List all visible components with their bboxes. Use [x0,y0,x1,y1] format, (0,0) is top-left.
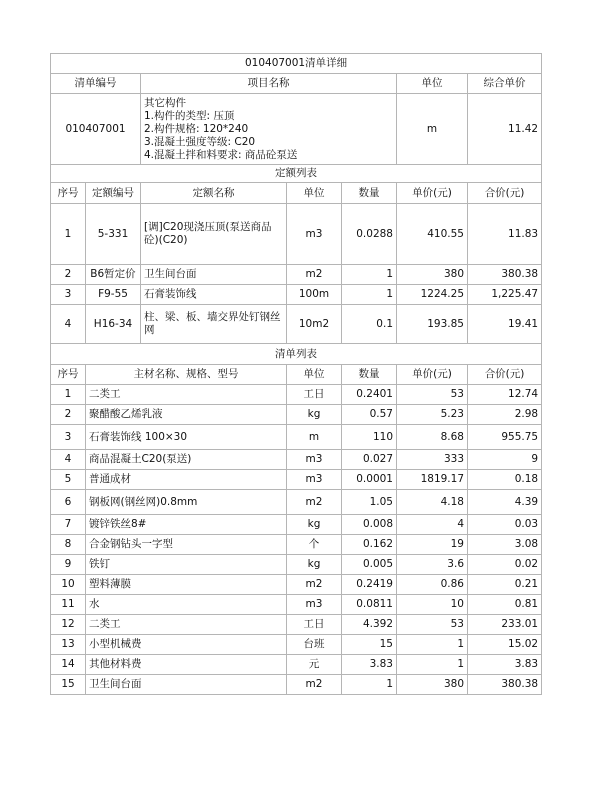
material-price: 1 [397,635,468,655]
material-total: 0.03 [468,515,542,535]
quota-price: 1224.25 [397,285,468,305]
quota-total: 19.41 [468,305,542,344]
material-seq: 7 [51,515,86,535]
material-unit: m2 [287,490,342,515]
material-name: 小型机械费 [86,635,287,655]
material-row [51,635,542,655]
material-unit: kg [287,405,342,425]
material-name: 合金钢钻头一字型 [86,535,287,555]
material-unit: 元 [287,655,342,675]
material-total: 955.75 [468,425,542,450]
item-desc-line: 4.混凝土拌和料要求: 商品砼泵送 [144,148,298,161]
material-header-unit: 单位 [287,365,342,385]
material-seq: 3 [51,425,86,450]
material-row [51,405,542,425]
material-price: 380 [397,675,468,695]
material-name: 钢板网(钢丝网)0.8mm [86,490,287,515]
material-header-total: 合价(元) [468,365,542,385]
material-header-seq: 序号 [51,365,86,385]
quota-unit: m3 [287,204,342,265]
quota-price: 380 [397,265,468,285]
quota-total: 380.38 [468,265,542,285]
material-row [51,595,542,615]
material-qty: 1.05 [342,490,397,515]
item-desc-line: 其它构件 [144,96,186,109]
material-name: 镀锌铁丝8# [86,515,287,535]
material-seq: 10 [51,575,86,595]
quota-section-title: 定额列表 [51,165,542,183]
material-unit: m2 [287,675,342,695]
material-qty: 0.2419 [342,575,397,595]
quota-header-qty: 数量 [342,183,397,204]
quota-unit: 100m [287,285,342,305]
material-name: 二类工 [86,385,287,405]
quota-seq: 1 [51,204,86,265]
item-unit: m [397,94,468,165]
quota-code: H16-34 [86,305,141,344]
material-seq: 4 [51,450,86,470]
quota-price: 410.55 [397,204,468,265]
quota-header-code: 定额编号 [86,183,141,204]
quota-name: 卫生间台面 [141,265,287,285]
material-total: 0.21 [468,575,542,595]
quota-total: 1,225.47 [468,285,542,305]
material-price: 4.18 [397,490,468,515]
quota-qty: 1 [342,265,397,285]
material-row [51,385,542,405]
material-row [51,615,542,635]
header-price: 综合单价 [468,74,542,94]
quota-code: F9-55 [86,285,141,305]
material-price: 53 [397,615,468,635]
material-name: 塑料薄膜 [86,575,287,595]
material-row [51,675,542,695]
material-total: 15.02 [468,635,542,655]
material-total: 9 [468,450,542,470]
material-total: 0.02 [468,555,542,575]
material-header-name: 主材名称、规格、型号 [86,365,287,385]
material-seq: 2 [51,405,86,425]
quota-qty: 0.0288 [342,204,397,265]
material-seq: 14 [51,655,86,675]
material-seq: 8 [51,535,86,555]
material-row [51,490,542,515]
material-qty: 4.392 [342,615,397,635]
quota-seq: 4 [51,305,86,344]
material-total: 12.74 [468,385,542,405]
material-seq: 9 [51,555,86,575]
material-unit: 工日 [287,615,342,635]
item-code: 010407001 [51,94,141,165]
quota-code: 5-331 [86,204,141,265]
material-qty: 0.57 [342,405,397,425]
material-qty: 0.0001 [342,470,397,490]
quota-row [51,265,542,285]
material-unit: 台班 [287,635,342,655]
material-row [51,535,542,555]
material-name: 其他材料费 [86,655,287,675]
material-name: 普通成材 [86,470,287,490]
material-price: 1 [397,655,468,675]
quota-row [51,285,542,305]
material-name: 石膏装饰线 100×30 [86,425,287,450]
material-seq: 5 [51,470,86,490]
material-unit: m3 [287,595,342,615]
material-unit: m2 [287,575,342,595]
material-seq: 12 [51,615,86,635]
material-header-qty: 数量 [342,365,397,385]
material-price: 5.23 [397,405,468,425]
material-total: 3.08 [468,535,542,555]
quota-header-unit: 单位 [287,183,342,204]
material-total: 0.18 [468,470,542,490]
page-title: 010407001清单详细 [51,54,542,74]
material-price: 10 [397,595,468,615]
material-qty: 1 [342,675,397,695]
material-total: 380.38 [468,675,542,695]
quota-unit: m2 [287,265,342,285]
material-unit: kg [287,515,342,535]
material-total: 2.98 [468,405,542,425]
material-total: 0.81 [468,595,542,615]
material-seq: 1 [51,385,86,405]
material-row [51,425,542,450]
material-seq: 11 [51,595,86,615]
material-qty: 0.027 [342,450,397,470]
material-row [51,515,542,535]
material-name: 卫生间台面 [86,675,287,695]
detail-table [50,53,542,695]
quota-name: 石膏装饰线 [141,285,287,305]
material-price: 8.68 [397,425,468,450]
quota-qty: 0.1 [342,305,397,344]
quota-qty: 1 [342,285,397,305]
material-unit: 个 [287,535,342,555]
quota-unit: 10m2 [287,305,342,344]
item-description [141,94,397,165]
material-price: 53 [397,385,468,405]
material-header-price: 单价(元) [397,365,468,385]
material-seq: 13 [51,635,86,655]
material-qty: 0.005 [342,555,397,575]
material-name: 聚醋酸乙烯乳液 [86,405,287,425]
material-unit: kg [287,555,342,575]
material-row [51,655,542,675]
material-name: 水 [86,595,287,615]
material-name: 商品混凝土C20(泵送) [86,450,287,470]
material-qty: 3.83 [342,655,397,675]
quota-price: 193.85 [397,305,468,344]
material-price: 4 [397,515,468,535]
material-unit: m3 [287,470,342,490]
material-total: 4.39 [468,490,542,515]
material-qty: 0.0811 [342,595,397,615]
quota-total: 11.83 [468,204,542,265]
material-seq: 6 [51,490,86,515]
material-row [51,555,542,575]
quota-header-name: 定额名称 [141,183,287,204]
material-section-title: 清单列表 [51,344,542,365]
item-desc-line: 2.构件规格: 120*240 [144,122,249,135]
material-name: 二类工 [86,615,287,635]
header-unit: 单位 [397,74,468,94]
material-row [51,470,542,490]
header-name: 项目名称 [141,74,397,94]
quota-seq: 3 [51,285,86,305]
material-price: 3.6 [397,555,468,575]
material-price: 1819.17 [397,470,468,490]
item-desc-line: 3.混凝土强度等级: C20 [144,135,256,148]
quota-row [51,305,542,344]
material-price: 333 [397,450,468,470]
material-unit: m3 [287,450,342,470]
header-code: 清单编号 [51,74,141,94]
quota-header-seq: 序号 [51,183,86,204]
item-price: 11.42 [468,94,542,165]
material-total: 3.83 [468,655,542,675]
material-qty: 0.008 [342,515,397,535]
material-qty: 0.162 [342,535,397,555]
material-name: 铁钉 [86,555,287,575]
material-row [51,450,542,470]
material-qty: 110 [342,425,397,450]
material-unit: m [287,425,342,450]
quota-name: 柱、梁、板、墙交界处钉钢丝网 [141,305,287,344]
quota-header-total: 合价(元) [468,183,542,204]
quota-seq: 2 [51,265,86,285]
quota-name: [调]C20现浇压顶(泵送商品砼)(C20) [141,204,287,265]
material-price: 19 [397,535,468,555]
quota-code: B6暂定价 [86,265,141,285]
quota-row [51,204,542,265]
material-total: 233.01 [468,615,542,635]
material-unit: 工日 [287,385,342,405]
material-qty: 0.2401 [342,385,397,405]
quota-header-price: 单价(元) [397,183,468,204]
material-price: 0.86 [397,575,468,595]
material-row [51,575,542,595]
material-qty: 15 [342,635,397,655]
item-desc-line: 1.构件的类型: 压顶 [144,109,235,122]
material-seq: 15 [51,675,86,695]
